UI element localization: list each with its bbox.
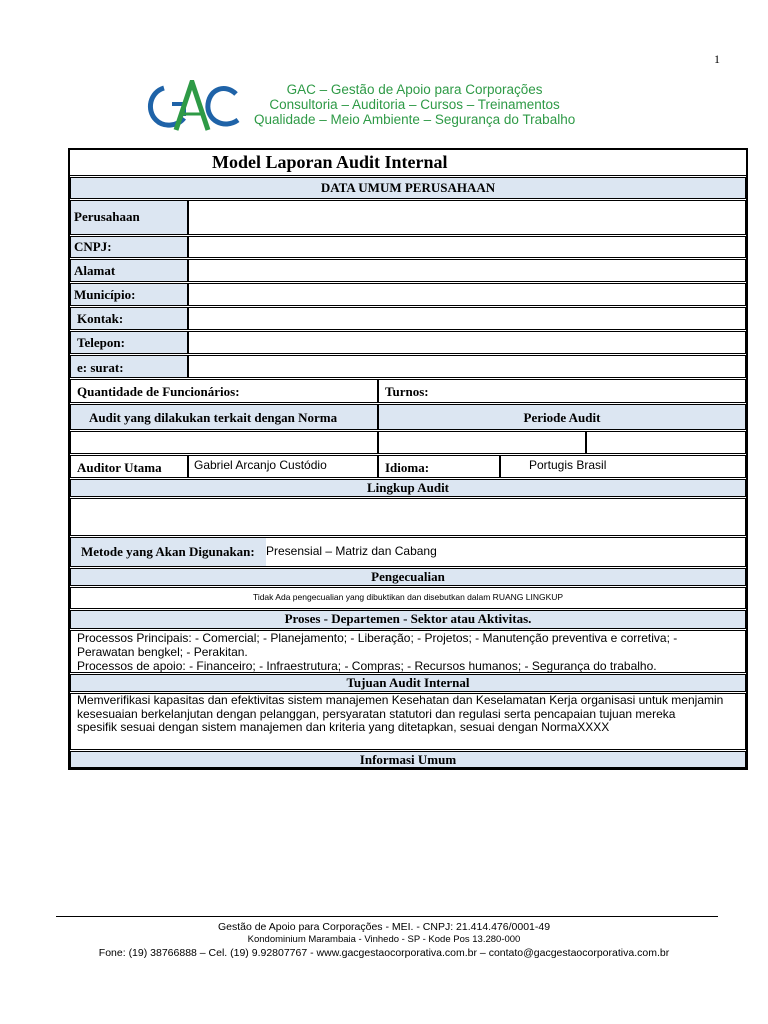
audit-norm-field[interactable]: [70, 431, 378, 454]
email-field[interactable]: [188, 355, 746, 378]
label-audit-norm: Audit yang dilakukan terkait dengan Norma: [70, 404, 378, 430]
scope-field[interactable]: [70, 498, 746, 536]
form-title: Model Laporan Audit Internal: [212, 152, 448, 172]
objective-line: spesifik sesuai dengan sistem manajemen dan kriteria yang ditetapkan, sesuai dengan NormaXXXX: [77, 720, 610, 734]
process-line: Processos Principais: - Comercial; - Planejamento; - Liberação; - Projetos; - Manutenção preventiva e corretiva; -: [77, 631, 678, 645]
lead-auditor-value[interactable]: Gabriel Arcanjo Custódio: [188, 455, 378, 478]
objective-line: Memverifikasi kapasitas dan efektivitas sistem manajemen Kesehatan dan Keselamatan Kerja organisasi untuk menjamin: [77, 693, 724, 707]
footer-line: Gestão de Apoio para Corporações - MEI. - CNPJ: 21.414.476/0001-49: [217, 921, 551, 933]
section-process: Proses - Departemen - Sektor atau Aktivitas.: [70, 610, 746, 629]
method-value[interactable]: Presensial – Matriz dan Cabang: [266, 537, 746, 567]
label-lead-auditor: Auditor Utama: [70, 455, 188, 478]
page-number: 1: [714, 52, 720, 66]
section-exclusion: Pengecualian: [70, 568, 746, 586]
contact-field[interactable]: [188, 307, 746, 330]
company-field[interactable]: [188, 200, 746, 235]
label-phone: Telepon:: [70, 331, 188, 354]
gac-logo: [144, 80, 240, 132]
form-title-row: [70, 150, 746, 176]
footer-line: Kondominium Marambaia - Vinhedo - SP - Kode Pos 13.280-000: [247, 934, 521, 945]
address-field[interactable]: [188, 259, 746, 282]
label-cnpj: CNPJ:: [70, 236, 188, 258]
label-language: Idioma:: [378, 455, 500, 478]
language-value[interactable]: Portugis Brasil: [500, 455, 746, 478]
header-line: GAC – Gestão de Apoio para Corporações: [286, 82, 543, 97]
label-company: Perusahaan: [70, 200, 188, 235]
section-objective: Tujuan Audit Internal: [70, 674, 746, 692]
footer-divider: [56, 916, 718, 917]
phone-field[interactable]: [188, 331, 746, 354]
cnpj-field[interactable]: [188, 236, 746, 258]
header-line: Consultoria – Auditoria – Cursos – Treinamentos: [269, 97, 560, 112]
process-line: Perawatan bengkel; - Perakitan.: [77, 645, 248, 659]
municipality-field[interactable]: [188, 283, 746, 306]
footer-line: Fone: (19) 38766888 – Cel. (19) 9.92807767 - www.gacgestaocorporativa.com.br – contato@gacgestaocorporativa.com.br: [98, 947, 670, 959]
process-text: [70, 630, 746, 673]
section-scope: Lingkup Audit: [70, 479, 746, 497]
objective-text: [70, 693, 746, 750]
company-header: [254, 82, 575, 127]
label-email: e: surat:: [70, 355, 188, 378]
audit-period-end-field[interactable]: [586, 431, 746, 454]
label-employees: Quantidade de Funcionários:: [70, 379, 378, 403]
audit-period-start-field[interactable]: [378, 431, 586, 454]
label-municipality: Município:: [70, 283, 188, 306]
label-address: Alamat: [70, 259, 188, 282]
section-company-data: DATA UMUM PERUSAHAAN: [70, 177, 746, 199]
label-shifts[interactable]: Turnos:: [378, 379, 746, 403]
label-contact: Kontak:: [70, 307, 188, 330]
exclusion-text: Tidak Ada pengecualian yang dibuktikan dan disebutkan dalam RUANG LINGKUP: [70, 587, 746, 609]
process-line: Processos de apoio: - Financeiro; - Infraestrutura; - Compras; - Recursos humanos; - Segurança do trabalho.: [77, 659, 657, 673]
objective-line: kesesuaian berkelanjutan dengan pelanggan, persyaratan statutori dan regulasi serta pencapaian tujuan mereka: [77, 706, 676, 721]
label-audit-period: Periode Audit: [378, 404, 746, 430]
header-line: Qualidade – Meio Ambiente – Segurança do Trabalho: [254, 112, 576, 127]
audit-form: [68, 148, 748, 770]
label-method: Metode yang Akan Digunakan:: [70, 537, 266, 567]
section-general-info: Informasi Umum: [70, 751, 746, 768]
